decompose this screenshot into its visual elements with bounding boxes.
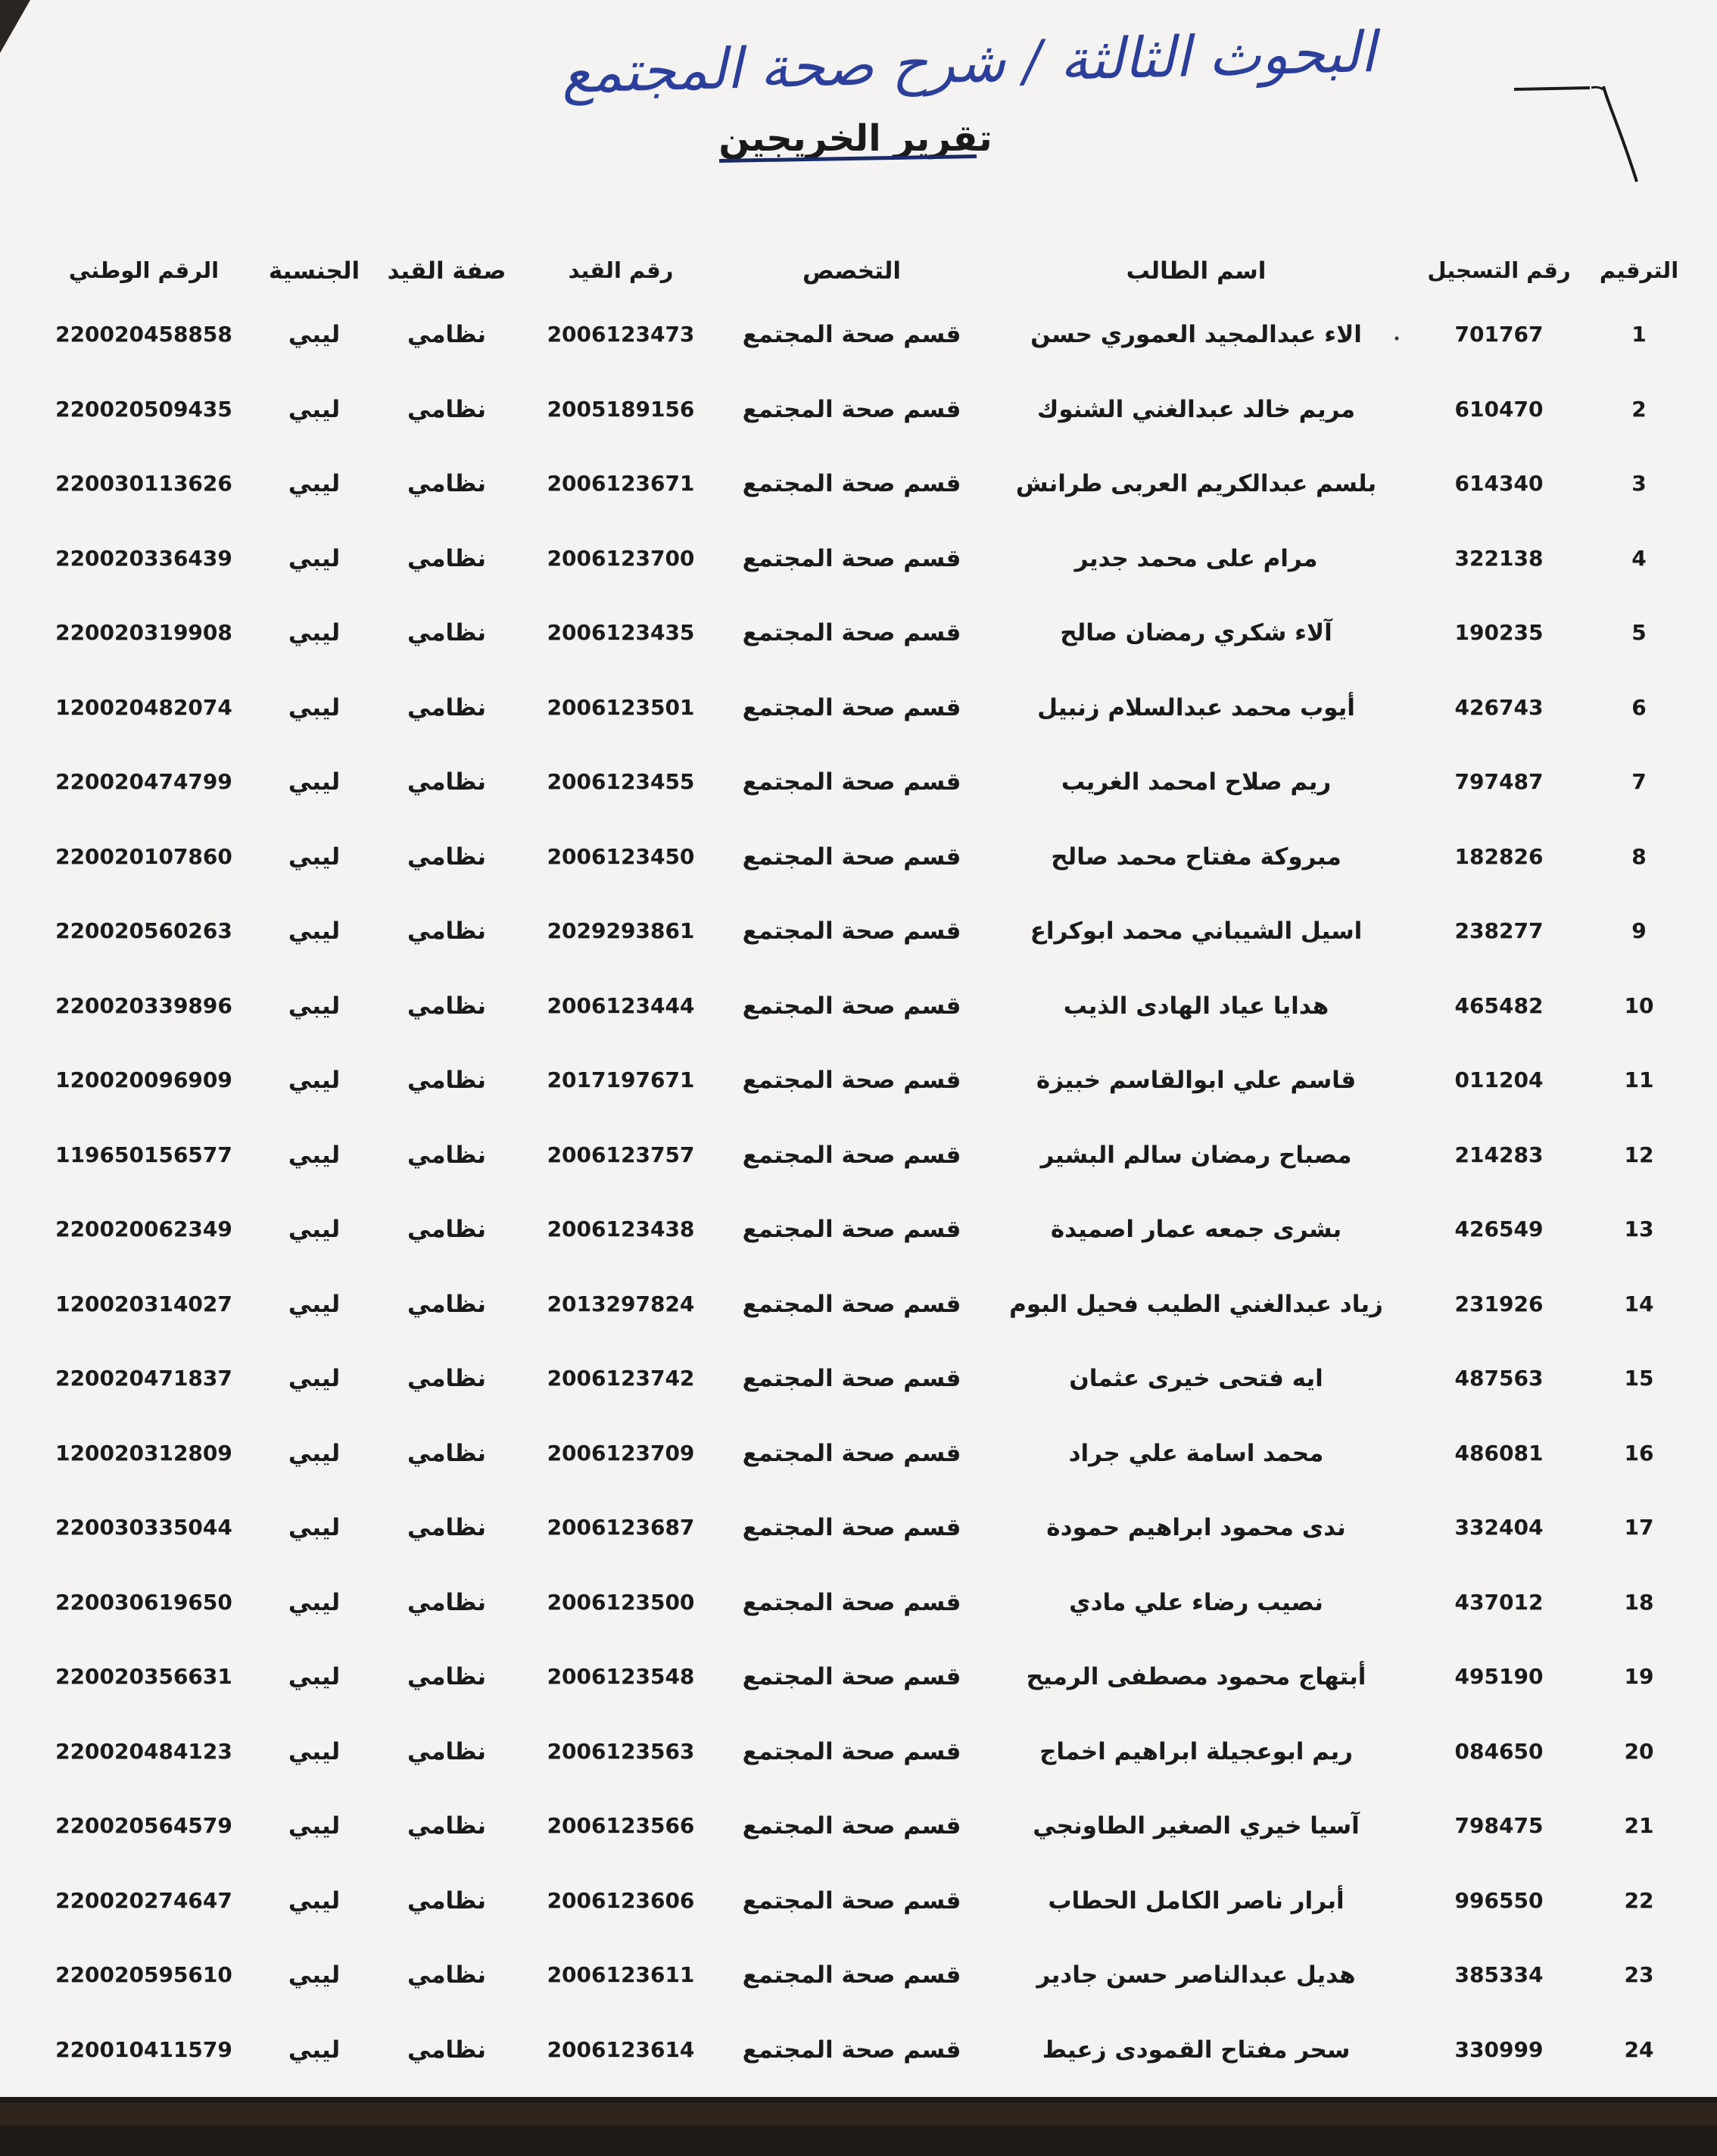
cell-registration-no: 011204 bbox=[1454, 1067, 1544, 1092]
cell-nationality: ليبي bbox=[288, 1961, 341, 1989]
cell-enrollment-type: نظامي bbox=[407, 2036, 487, 2064]
cell-enrollment-type: نظامي bbox=[407, 1439, 487, 1467]
cell-student-name: ندى محمود ابراهيم حمودة bbox=[1046, 1514, 1346, 1541]
table-row bbox=[45, 1058, 1681, 1103]
table-row bbox=[45, 1133, 1681, 1178]
cell-student-name: أيوب محمد عبدالسلام زنبيل bbox=[1037, 693, 1355, 721]
cell-index: 16 bbox=[1624, 1440, 1654, 1466]
handwritten-annotation: البحوث الثالثة / شرح صحة المجتمع bbox=[561, 19, 1377, 107]
cell-nationality: ليبي bbox=[288, 1216, 341, 1243]
cell-specialization: قسم صحة المجتمع bbox=[742, 470, 961, 497]
cell-national-id: 220030335044 bbox=[55, 1515, 232, 1540]
cell-specialization: قسم صحة المجتمع bbox=[742, 1886, 961, 1915]
cell-specialization: قسم صحة المجتمع bbox=[742, 1141, 961, 1169]
cell-nationality: ليبي bbox=[288, 1812, 341, 1840]
cell-specialization: قسم صحة المجتمع bbox=[742, 1663, 961, 1690]
cell-national-id: 119650156577 bbox=[55, 1142, 232, 1167]
cell-enrollment-type: نظامي bbox=[407, 395, 487, 423]
cell-index: 14 bbox=[1624, 1291, 1654, 1316]
cell-national-id: 220020319908 bbox=[55, 620, 232, 645]
column-header-enrollment-no: رقم القيد bbox=[568, 257, 674, 283]
cell-national-id: 220020356631 bbox=[55, 1664, 232, 1689]
cell-student-name: ريم صلاح امحمد الغريب bbox=[1061, 768, 1332, 796]
cell-enrollment-no: 2006123501 bbox=[547, 694, 695, 720]
cell-enrollment-type: نظامي bbox=[407, 768, 487, 796]
column-header-enrollment-type: صفة القيد bbox=[387, 257, 506, 285]
cell-national-id: 220020471837 bbox=[55, 1366, 232, 1391]
cell-national-id: 220020062349 bbox=[55, 1217, 232, 1242]
cell-nationality: ليبي bbox=[288, 693, 341, 721]
cell-index: 20 bbox=[1624, 1738, 1654, 1764]
cell-enrollment-no: 2006123614 bbox=[547, 2036, 695, 2062]
cell-index: 2 bbox=[1631, 396, 1647, 422]
cell-index: 5 bbox=[1631, 620, 1647, 645]
cell-student-name: آسيا خيري الصغير الطاونجي bbox=[1033, 1812, 1360, 1840]
cell-registration-no: 385334 bbox=[1454, 1962, 1544, 1987]
cell-nationality: ليبي bbox=[288, 619, 341, 646]
column-header-registration-no: رقم التسجيل bbox=[1427, 257, 1571, 283]
cell-index: 12 bbox=[1624, 1142, 1654, 1167]
cell-specialization: قسم صحة المجتمع bbox=[742, 768, 961, 796]
cell-registration-no: 214283 bbox=[1454, 1142, 1544, 1167]
cell-registration-no: 701767 bbox=[1454, 322, 1544, 347]
cell-nationality: ليبي bbox=[288, 918, 341, 945]
cell-specialization: قسم صحة المجتمع bbox=[742, 1514, 961, 1541]
cell-enrollment-type: نظامي bbox=[407, 992, 487, 1020]
cell-index: 6 bbox=[1631, 694, 1647, 720]
cell-enrollment-type: نظامي bbox=[407, 1141, 487, 1169]
column-header-student-name: اسم الطالب bbox=[1126, 257, 1267, 285]
table-row bbox=[45, 1431, 1681, 1476]
cell-nationality: ليبي bbox=[288, 1663, 341, 1690]
cell-registration-no: 797487 bbox=[1454, 769, 1544, 794]
cell-enrollment-type: نظامي bbox=[407, 1663, 487, 1690]
cell-enrollment-type: نظامي bbox=[407, 918, 487, 945]
cell-student-name: سحر مفتاح القمودى زعيط bbox=[1042, 2036, 1351, 2064]
cell-enrollment-no: 2006123671 bbox=[547, 471, 695, 496]
pen-stroke-mark bbox=[1507, 76, 1658, 189]
cell-enrollment-type: نظامي bbox=[407, 1886, 487, 1915]
cell-student-name: هدايا عياد الهادى الذيب bbox=[1063, 992, 1329, 1020]
cell-enrollment-type: نظامي bbox=[407, 843, 487, 871]
cell-enrollment-type: نظامي bbox=[407, 1514, 487, 1541]
cell-registration-no: 332404 bbox=[1454, 1515, 1544, 1540]
cell-enrollment-no: 2017197671 bbox=[547, 1067, 695, 1092]
cell-national-id: 220020560263 bbox=[55, 918, 232, 943]
cell-specialization: قسم صحة المجتمع bbox=[742, 1812, 961, 1840]
cell-enrollment-no: 2006123450 bbox=[547, 843, 695, 869]
cell-registration-no: 084650 bbox=[1454, 1738, 1544, 1764]
shadow-corner bbox=[0, 0, 30, 53]
cell-enrollment-type: نظامي bbox=[407, 1290, 487, 1318]
cell-nationality: ليبي bbox=[288, 1290, 341, 1318]
cell-student-name: أبرار ناصر الكامل الحطاب bbox=[1048, 1886, 1345, 1915]
cell-specialization: قسم صحة المجتمع bbox=[742, 918, 961, 945]
cell-enrollment-no: 2006123606 bbox=[547, 1887, 695, 1913]
cell-enrollment-type: نظامي bbox=[407, 544, 487, 572]
cell-enrollment-no: 2006123757 bbox=[547, 1142, 695, 1167]
cell-student-name: ريم ابوعجيلة ابراهيم اخماج bbox=[1039, 1737, 1353, 1765]
table-row bbox=[45, 536, 1681, 581]
cell-enrollment-no: 2006123500 bbox=[547, 1589, 695, 1615]
cell-enrollment-type: نظامي bbox=[407, 693, 487, 721]
cell-index: 13 bbox=[1624, 1217, 1654, 1242]
cell-registration-no: 330999 bbox=[1454, 2036, 1544, 2062]
cell-enrollment-type: نظامي bbox=[407, 1812, 487, 1840]
cell-registration-no: 426549 bbox=[1454, 1217, 1544, 1242]
cell-nationality: ليبي bbox=[288, 1514, 341, 1541]
cell-specialization: قسم صحة المجتمع bbox=[742, 1588, 961, 1616]
cell-national-id: 220020484123 bbox=[55, 1738, 232, 1764]
table-row bbox=[45, 461, 1681, 506]
table-row bbox=[45, 387, 1681, 432]
cell-enrollment-no: 2006123438 bbox=[547, 1217, 695, 1242]
cell-student-name: مريم خالد عبدالغني الشنوك bbox=[1036, 395, 1356, 423]
cell-nationality: ليبي bbox=[288, 1588, 341, 1616]
cell-registration-no: 614340 bbox=[1454, 471, 1544, 496]
cell-registration-no: 238277 bbox=[1454, 918, 1544, 943]
cell-specialization: قسم صحة المجتمع bbox=[742, 395, 961, 423]
cell-enrollment-type: نظامي bbox=[407, 1216, 487, 1243]
cell-registration-no: 190235 bbox=[1454, 620, 1544, 645]
cell-specialization: قسم صحة المجتمع bbox=[742, 321, 961, 348]
cell-student-name: نصيب رضاء علي مادي bbox=[1069, 1588, 1323, 1616]
cell-national-id: 120020482074 bbox=[55, 694, 232, 720]
cell-enrollment-type: نظامي bbox=[407, 470, 487, 497]
cell-nationality: ليبي bbox=[288, 843, 341, 871]
table-row bbox=[45, 1580, 1681, 1625]
table-row bbox=[45, 1878, 1681, 1924]
table-row bbox=[45, 1356, 1681, 1401]
table-row bbox=[45, 1207, 1681, 1252]
cell-student-name: اسيل الشيباني محمد ابوكراع bbox=[1030, 918, 1363, 945]
cell-enrollment-no: 2006123566 bbox=[547, 1813, 695, 1838]
cell-national-id: 220020339896 bbox=[55, 992, 232, 1018]
column-header-specialization: التخصص bbox=[802, 257, 902, 285]
cell-specialization: قسم صحة المجتمع bbox=[742, 619, 961, 646]
cell-nationality: ليبي bbox=[288, 544, 341, 572]
cell-index: 18 bbox=[1624, 1589, 1654, 1615]
cell-index: 10 bbox=[1624, 992, 1654, 1018]
cell-index: 1 bbox=[1631, 322, 1647, 347]
cell-nationality: ليبي bbox=[288, 768, 341, 796]
cell-nationality: ليبي bbox=[288, 2036, 341, 2064]
cell-enrollment-no: 2006123435 bbox=[547, 620, 695, 645]
cell-specialization: قسم صحة المجتمع bbox=[742, 1439, 961, 1467]
cell-specialization: قسم صحة المجتمع bbox=[742, 693, 961, 721]
cell-national-id: 220020458858 bbox=[55, 322, 232, 347]
cell-national-id: 220020107860 bbox=[55, 843, 232, 869]
graduates-table bbox=[45, 242, 1681, 2089]
cell-enrollment-no: 2006123444 bbox=[547, 992, 695, 1018]
cell-student-name: هديل عبدالناصر حسن جادير bbox=[1036, 1961, 1356, 1989]
cell-national-id: 120020314027 bbox=[55, 1291, 232, 1316]
cell-national-id: 220020474799 bbox=[55, 769, 232, 794]
cell-enrollment-type: نظامي bbox=[407, 1737, 487, 1765]
cell-registration-no: 486081 bbox=[1454, 1440, 1544, 1466]
cell-nationality: ليبي bbox=[288, 321, 341, 348]
cell-student-name: أبتهاج محمود مصطفى الرميح bbox=[1026, 1663, 1366, 1690]
cell-student-name: مصباح رمضان سالم البشير bbox=[1040, 1141, 1352, 1169]
table-row bbox=[45, 685, 1681, 731]
cell-enrollment-type: نظامي bbox=[407, 321, 487, 348]
cell-specialization: قسم صحة المجتمع bbox=[742, 1216, 961, 1243]
cell-nationality: ليبي bbox=[288, 395, 341, 423]
cell-registration-no: 996550 bbox=[1454, 1887, 1544, 1913]
cell-nationality: ليبي bbox=[288, 992, 341, 1020]
cell-registration-no: 465482 bbox=[1454, 992, 1544, 1018]
cell-national-id: 220020336439 bbox=[55, 545, 232, 571]
cell-enrollment-type: نظامي bbox=[407, 1365, 487, 1392]
table-row bbox=[45, 1729, 1681, 1774]
cell-student-name: زياد عبدالغني الطيب فحيل البوم bbox=[1009, 1290, 1383, 1318]
cell-student-name: آلاء شكري رمضان صالح bbox=[1060, 619, 1332, 646]
cell-nationality: ليبي bbox=[288, 1067, 341, 1094]
cell-student-name: ايه فتحى خيرى عثمان bbox=[1069, 1365, 1323, 1392]
cell-student-name: مرام على محمد جدير bbox=[1074, 544, 1318, 572]
cell-registration-no: 437012 bbox=[1454, 1589, 1544, 1615]
cell-national-id: 220020509435 bbox=[55, 396, 232, 422]
cell-specialization: قسم صحة المجتمع bbox=[742, 992, 961, 1020]
cell-registration-no: 610470 bbox=[1454, 396, 1544, 422]
cell-index: 17 bbox=[1624, 1515, 1654, 1540]
cell-index: 21 bbox=[1624, 1813, 1654, 1838]
cell-index: 19 bbox=[1624, 1664, 1654, 1689]
cell-nationality: ليبي bbox=[288, 1365, 341, 1392]
cell-specialization: قسم صحة المجتمع bbox=[742, 1067, 961, 1094]
table-row bbox=[45, 834, 1681, 880]
cell-enrollment-no: 2006123473 bbox=[547, 322, 695, 347]
cell-specialization: قسم صحة المجتمع bbox=[742, 544, 961, 572]
cell-registration-no: 182826 bbox=[1454, 843, 1544, 869]
cell-national-id: 120020096909 bbox=[55, 1067, 232, 1092]
cell-index: 22 bbox=[1624, 1887, 1654, 1913]
cell-enrollment-no: 2029293861 bbox=[547, 918, 695, 943]
cell-index: 8 bbox=[1631, 843, 1647, 869]
table-row bbox=[45, 610, 1681, 656]
table-row bbox=[45, 983, 1681, 1029]
cell-enrollment-no: 2006123700 bbox=[547, 545, 695, 571]
table-row bbox=[45, 908, 1681, 954]
cell-national-id: 220020274647 bbox=[55, 1887, 232, 1913]
table-row bbox=[45, 312, 1681, 357]
cell-specialization: قسم صحة المجتمع bbox=[742, 1737, 961, 1765]
cell-specialization: قسم صحة المجتمع bbox=[742, 2036, 961, 2064]
column-header-nationality: الجنسية bbox=[268, 257, 360, 285]
table-row bbox=[45, 2027, 1681, 2073]
cell-enrollment-no: 2006123548 bbox=[547, 1664, 695, 1689]
cell-national-id: 220030113626 bbox=[55, 471, 232, 496]
cell-nationality: ليبي bbox=[288, 470, 341, 497]
cell-specialization: قسم صحة المجتمع bbox=[742, 1365, 961, 1392]
cell-student-name: مبروكة مفتاح محمد صالح bbox=[1051, 843, 1342, 871]
column-header-index: الترقيم bbox=[1599, 257, 1679, 283]
cell-registration-no: 426743 bbox=[1454, 694, 1544, 720]
report-title: تقرير الخريجين bbox=[718, 117, 992, 160]
cell-student-name: قاسم علي ابوالقاسم خبيزة bbox=[1036, 1067, 1357, 1094]
cell-specialization: قسم صحة المجتمع bbox=[742, 843, 961, 871]
photo-background-edge bbox=[0, 2097, 1717, 2156]
cell-index: 15 bbox=[1624, 1366, 1654, 1391]
cell-registration-no: 798475 bbox=[1454, 1813, 1544, 1838]
cell-enrollment-no: 2005189156 bbox=[547, 396, 695, 422]
cell-national-id: 220030619650 bbox=[55, 1589, 232, 1615]
cell-specialization: قسم صحة المجتمع bbox=[742, 1290, 961, 1318]
cell-student-name: بشرى جمعه عمار اصميدة bbox=[1050, 1216, 1342, 1243]
cell-enrollment-type: نظامي bbox=[407, 1067, 487, 1094]
cell-index: 9 bbox=[1631, 918, 1647, 943]
table-row bbox=[45, 759, 1681, 805]
cell-enrollment-no: 2006123611 bbox=[547, 1962, 695, 1987]
cell-index: 7 bbox=[1631, 769, 1647, 794]
cell-enrollment-no: 2006123687 bbox=[547, 1515, 695, 1540]
table-row bbox=[45, 1654, 1681, 1700]
cell-enrollment-no: 2006123455 bbox=[547, 769, 695, 794]
cell-specialization: قسم صحة المجتمع bbox=[742, 1961, 961, 1989]
cell-enrollment-type: نظامي bbox=[407, 1961, 487, 1989]
row-tick-mark bbox=[1393, 335, 1401, 342]
cell-national-id: 120020312809 bbox=[55, 1440, 232, 1466]
cell-index: 24 bbox=[1624, 2036, 1654, 2062]
cell-student-name: الاء عبدالمجيد العموري حسن bbox=[1030, 321, 1362, 348]
cell-enrollment-type: نظامي bbox=[407, 619, 487, 646]
column-header-national-id: الرقم الوطني bbox=[68, 257, 220, 283]
table-row bbox=[45, 1282, 1681, 1327]
cell-registration-no: 322138 bbox=[1454, 545, 1544, 571]
cell-student-name: بلسم عبدالكريم العربى طرانش bbox=[1015, 470, 1377, 497]
cell-nationality: ليبي bbox=[288, 1141, 341, 1169]
cell-enrollment-no: 2006123563 bbox=[547, 1738, 695, 1764]
table-row bbox=[45, 1952, 1681, 1998]
cell-nationality: ليبي bbox=[288, 1737, 341, 1765]
cell-nationality: ليبي bbox=[288, 1439, 341, 1467]
cell-index: 4 bbox=[1631, 545, 1647, 571]
table-row bbox=[45, 1505, 1681, 1550]
cell-national-id: 220010411579 bbox=[55, 2036, 232, 2062]
cell-nationality: ليبي bbox=[288, 1886, 341, 1915]
cell-registration-no: 495190 bbox=[1454, 1664, 1544, 1689]
cell-registration-no: 231926 bbox=[1454, 1291, 1544, 1316]
cell-enrollment-no: 2006123742 bbox=[547, 1366, 695, 1391]
cell-national-id: 220020595610 bbox=[55, 1962, 232, 1987]
cell-index: 3 bbox=[1631, 471, 1647, 496]
cell-index: 11 bbox=[1624, 1067, 1654, 1092]
cell-enrollment-type: نظامي bbox=[407, 1588, 487, 1616]
cell-student-name: محمد اسامة علي جراد bbox=[1068, 1439, 1324, 1467]
table-row bbox=[45, 1803, 1681, 1849]
cell-registration-no: 487563 bbox=[1454, 1366, 1544, 1391]
cell-index: 23 bbox=[1624, 1962, 1654, 1987]
cell-enrollment-no: 2006123709 bbox=[547, 1440, 695, 1466]
cell-enrollment-no: 2013297824 bbox=[547, 1291, 695, 1316]
cell-national-id: 220020564579 bbox=[55, 1813, 232, 1838]
